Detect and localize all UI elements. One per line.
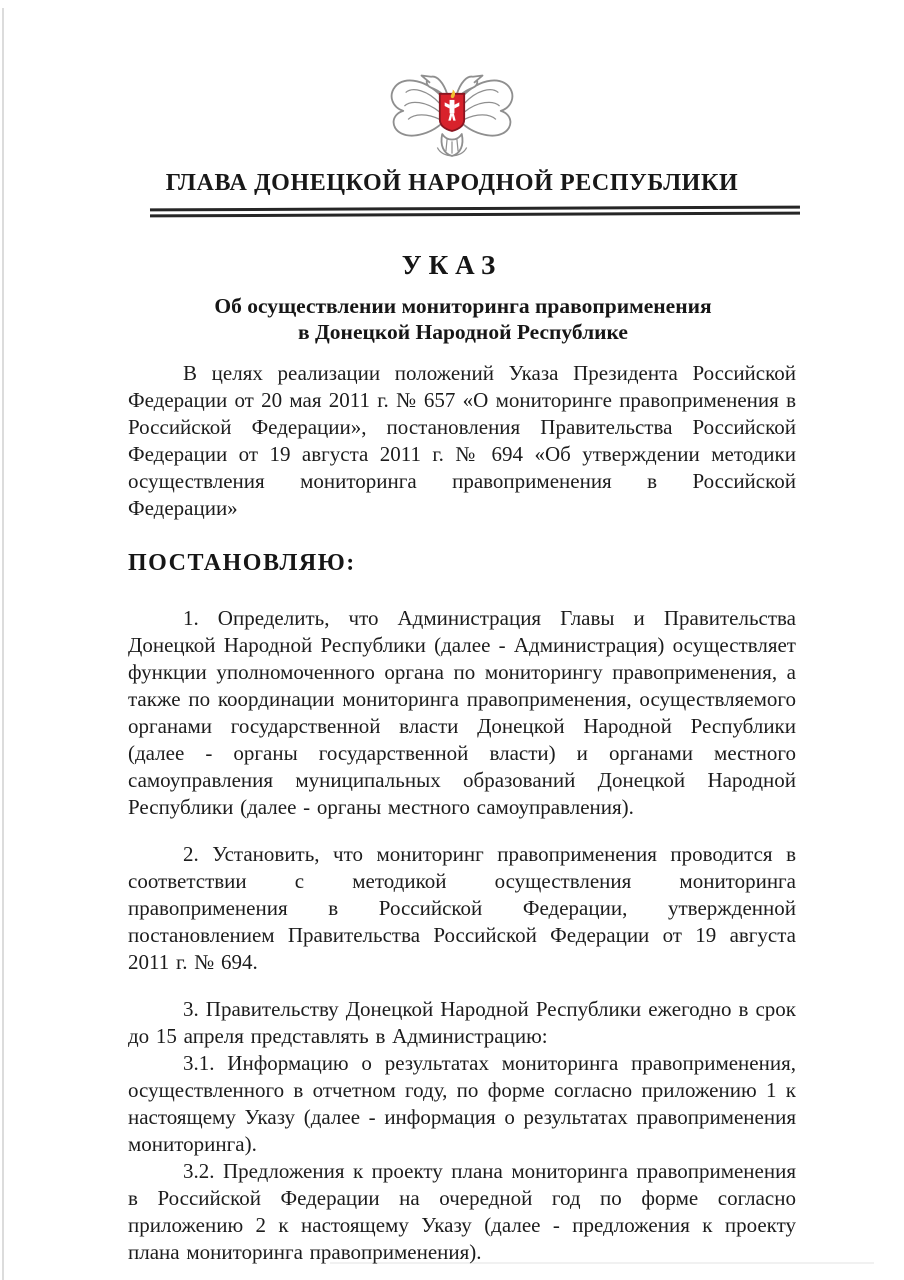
doc-body <box>128 360 796 1266</box>
decree-item-3: 3. Правительству Донецкой Народной Республики ежегодно в срок до 15 апреля представлять в Администрацию: <box>128 997 796 1048</box>
doc-subject-line1: Об осуществлении мониторинга правоприменения <box>214 294 712 318</box>
decree-item-3-1: 3.1. Информацию о результатах мониторинга правоприменения, осуществленного в отчетном году, по форме согласно приложению 1 к настоящему Указу (далее - информация о результатах правоприменения мониторинга). <box>128 1051 796 1156</box>
preamble-paragraph: В целях реализации положений Указа Президента Российской Федерации от 20 мая 2011 г. № 657 «О мониторинге правоприменения в Российской Федерации», постановления Правительства Российской Федерации от 19 августа 2011 г. № 694 «Об утверждении методики осуществления мониторинга правоприменения в Российской Федерации» <box>128 361 796 520</box>
decree-item-3-2: 3.2. Предложения к проекту плана мониторинга правоприменения в Российской Федерации на очередной год по форме согласно приложению 2 к настоящему Указу (далее - предложения к проекту плана мониторинга правоприменения). <box>128 1159 796 1264</box>
header-divider <box>150 206 800 218</box>
resolution-word: ПОСТАНОВЛЯЮ: <box>128 550 356 576</box>
decree-item-2: 2. Установить, что мониторинг правоприменения проводится в соответствии с методикой осуществления мониторинга правоприменения в Российской Федерации, утвержденной постановлением Правительства Российской Федерации от 19 августа 2011 г. № 694. <box>128 842 796 974</box>
issuer-title: ГЛАВА ДОНЕЦКОЙ НАРОДНОЙ РЕСПУБЛИКИ <box>165 170 739 196</box>
scan-artifact-left-edge <box>2 8 4 1280</box>
doc-type-title: УКАЗ <box>401 250 503 280</box>
decree-item-1: 1. Определить, что Администрация Главы и Правительства Донецкой Народной Республики (далее - Администрация) осуществляет функции уполномоченного органа по мониторингу правоприменения, а также по координации мониторинга правоприменения, осуществляемого органами государственной власти Донецкой Народной Республики (далее - органы государственной власти) и органами местного самоуправления муниципальных образований Донецкой Народной Республики (далее - органы местного самоуправления). <box>128 606 796 819</box>
doc-subject-line2: в Донецкой Народной Республике <box>298 320 628 344</box>
coat-of-arms-icon <box>377 56 527 178</box>
doc-subject <box>118 293 808 345</box>
